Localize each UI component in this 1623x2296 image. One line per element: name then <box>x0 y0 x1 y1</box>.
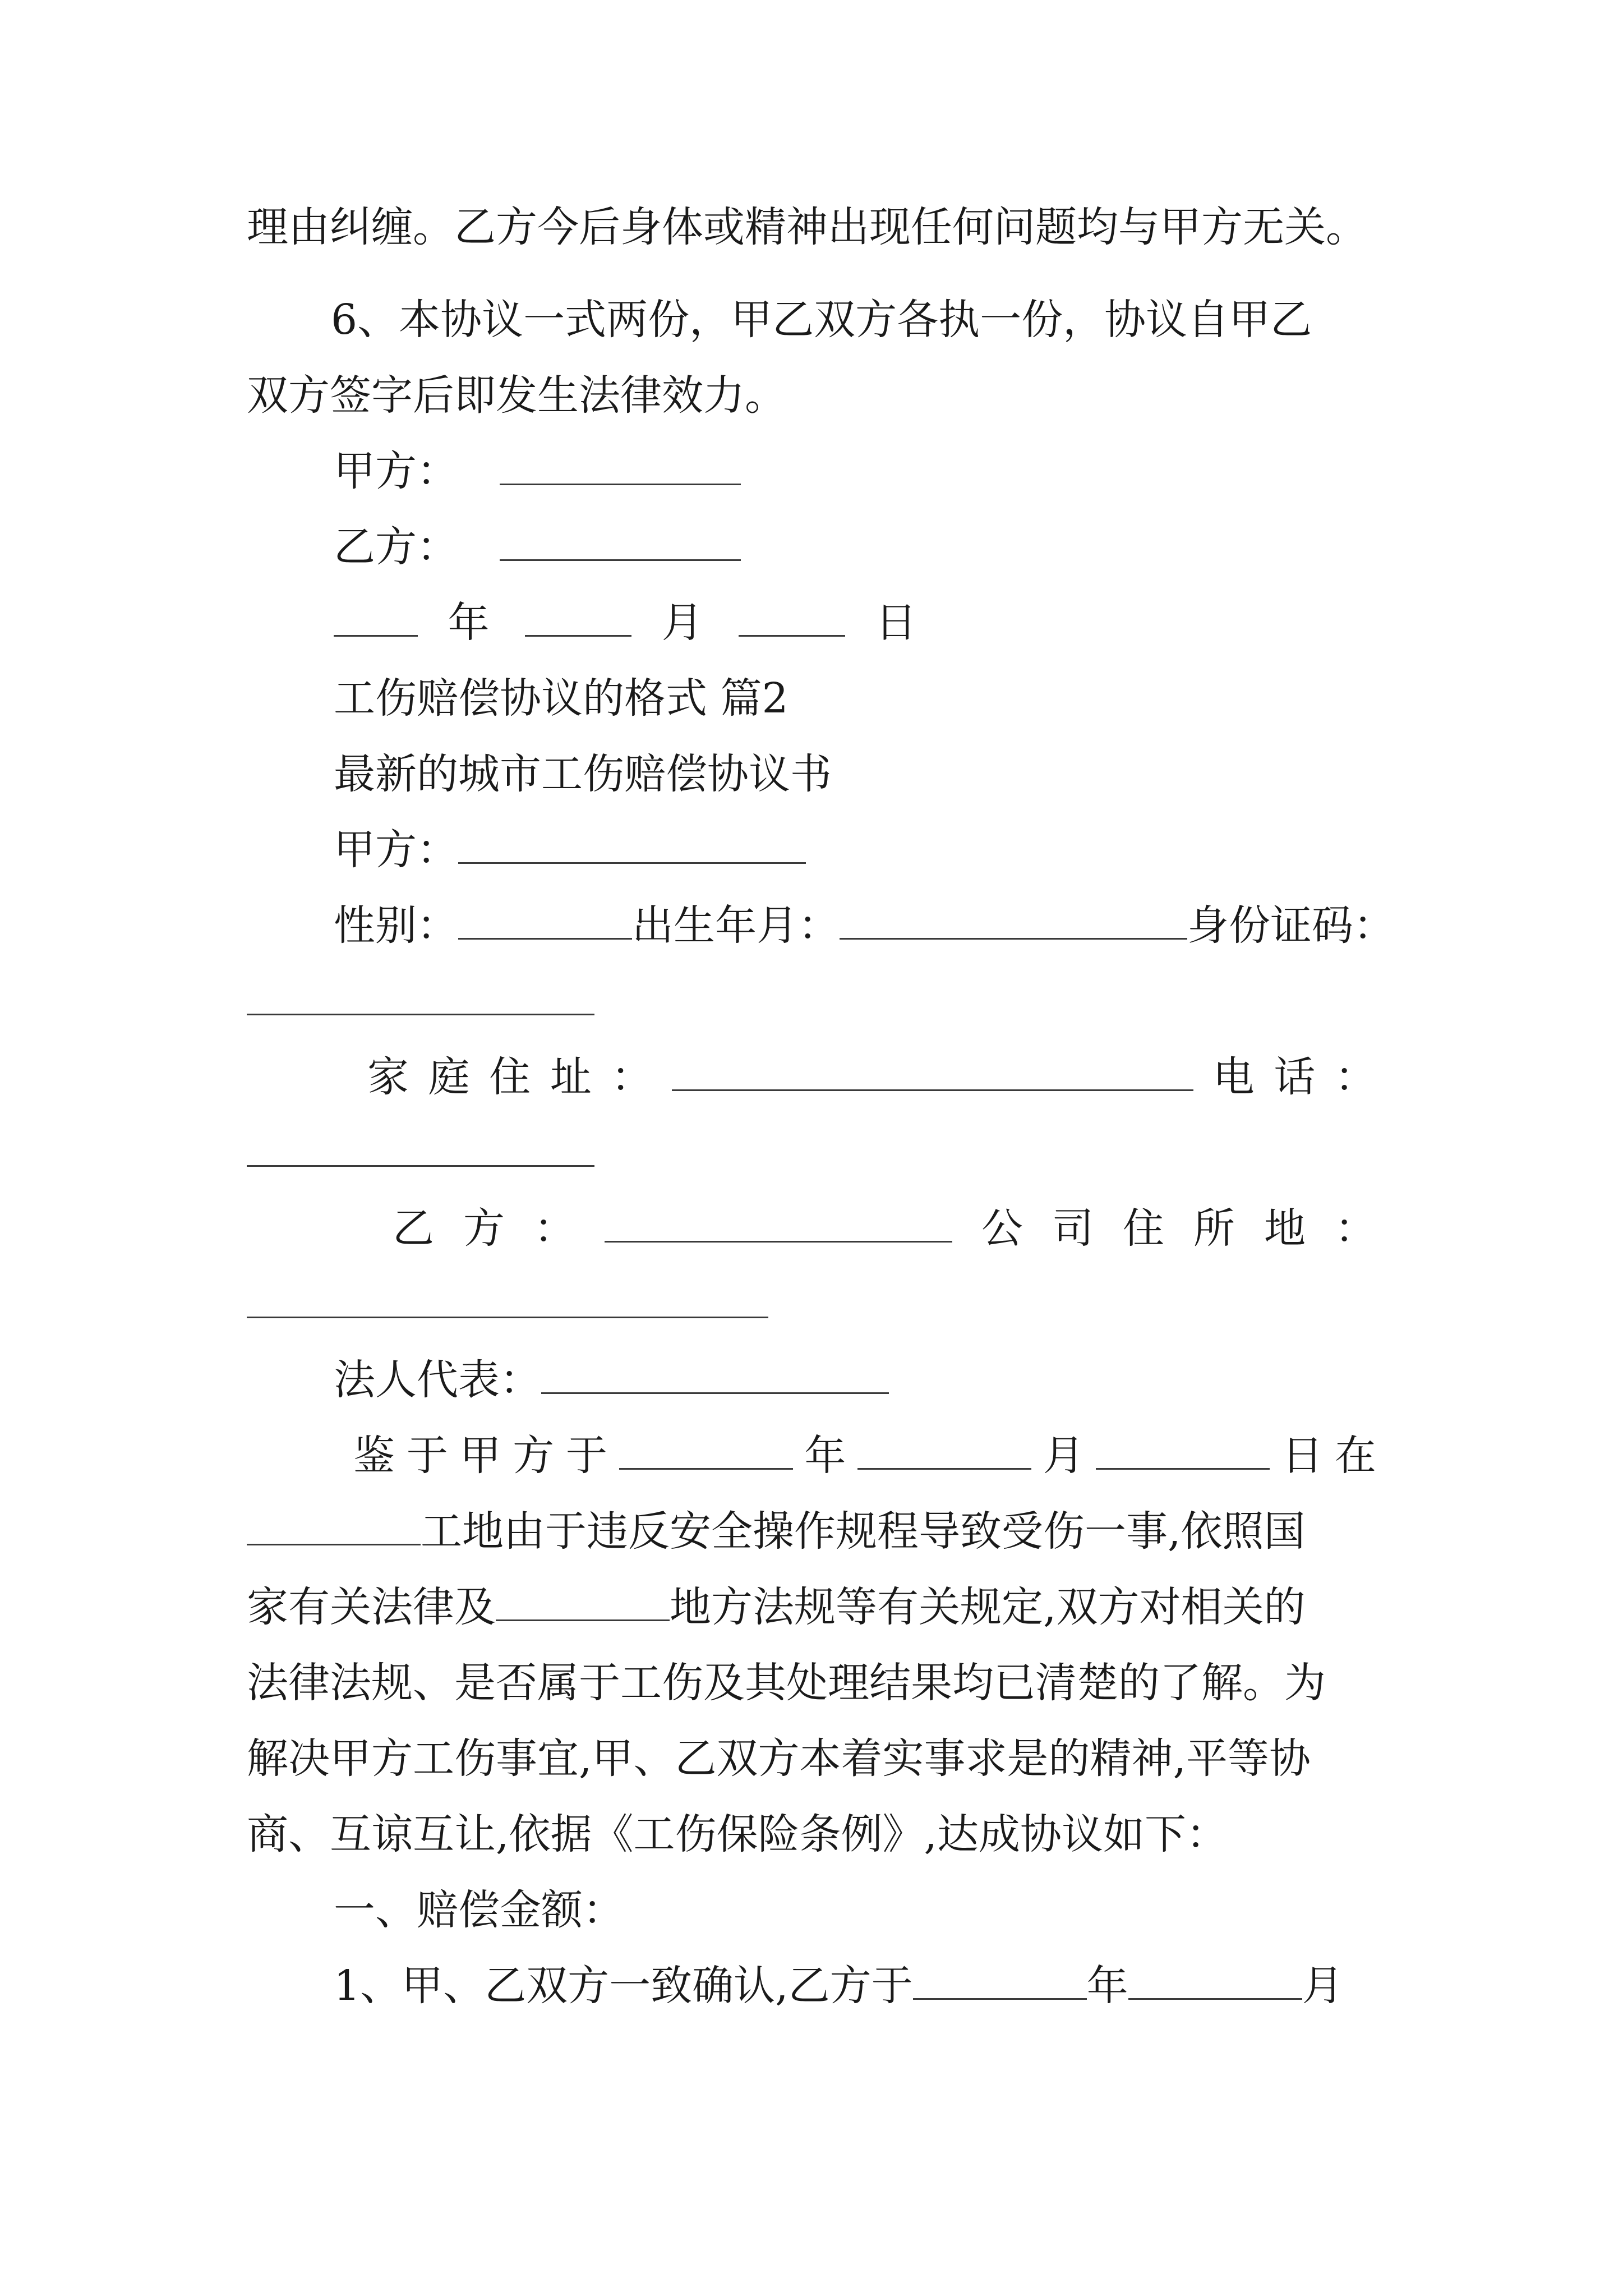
heading-text: 工伤赔偿协议的格式 篇2 <box>334 674 789 723</box>
char: 庭 <box>428 1053 470 1101</box>
phone-blank-line <box>247 1125 1376 1181</box>
char: 方 <box>513 1432 555 1480</box>
char: 话 <box>1274 1053 1316 1101</box>
char: ： <box>534 1204 575 1253</box>
label: 出生年月： <box>632 901 840 950</box>
char: ： <box>611 1053 653 1101</box>
paragraph-line <box>247 1503 1376 1559</box>
paragraph-line <box>247 1806 1376 1862</box>
blank-birth[interactable] <box>840 904 1187 940</box>
blank-month[interactable] <box>857 1434 1031 1470</box>
company-address-blank-line <box>247 1276 1376 1332</box>
blank-legal-rep[interactable] <box>541 1359 889 1394</box>
personal-info-line <box>334 898 1395 954</box>
char: 司 <box>1052 1204 1094 1253</box>
label: 甲方： <box>334 447 458 495</box>
party-b-line <box>393 1200 1376 1257</box>
blank-month[interactable] <box>525 601 631 637</box>
char: ： <box>1335 1053 1376 1101</box>
char: 方 <box>463 1204 505 1253</box>
address-line <box>367 1049 1376 1105</box>
blank-region[interactable] <box>496 1586 670 1621</box>
blank-company-address[interactable] <box>247 1283 768 1318</box>
blank-field[interactable] <box>500 450 741 485</box>
blank-day[interactable] <box>739 601 845 637</box>
label: 乙方： <box>334 523 458 571</box>
char: 所 <box>1193 1204 1235 1253</box>
blank-year[interactable] <box>913 1964 1087 2000</box>
label: 性别： <box>334 901 458 950</box>
blank-gender[interactable] <box>458 904 632 940</box>
text: 法律法规、是否属于工伤及其处理结果均已清楚的了解。为 <box>247 1659 1326 1707</box>
text: 理由纠缠。乙方今后身体或精神出现任何问题均与甲方无关。 <box>247 203 1367 251</box>
label: 月 <box>1043 1432 1085 1480</box>
blank-site[interactable] <box>247 1510 421 1545</box>
char: 日 <box>1281 1432 1324 1480</box>
char: 乙 <box>393 1204 434 1253</box>
text: 地方法规等有关规定,双方对相关的 <box>670 1583 1306 1631</box>
id-blank-line <box>247 973 1376 1029</box>
blank-year[interactable] <box>334 601 418 637</box>
blank-month[interactable] <box>1128 1964 1302 2000</box>
label: 年 <box>1086 1962 1128 2010</box>
char: 地 <box>1264 1204 1306 1253</box>
char: 址 <box>550 1053 592 1101</box>
whereas-line <box>353 1428 1376 1484</box>
date-line <box>334 595 1376 651</box>
section-heading <box>334 670 1376 726</box>
paragraph-line <box>247 1579 1376 1635</box>
label: 月 <box>661 599 703 647</box>
label: 身份证码： <box>1187 901 1395 950</box>
label: 月 <box>1302 1962 1344 2010</box>
text: 商、互谅互让,依据《工伤保险条例》,达成协议如下： <box>247 1810 1228 1858</box>
item-1-line <box>334 1958 1376 2014</box>
clause-6-line <box>331 292 1376 348</box>
char: 于 <box>565 1432 607 1480</box>
char: 甲 <box>459 1432 501 1480</box>
char: 住 <box>489 1053 531 1101</box>
text: 一、赔偿金额： <box>334 1886 624 1934</box>
blank-field[interactable] <box>458 829 806 864</box>
char: 家 <box>367 1053 409 1101</box>
blank-phone[interactable] <box>247 1131 594 1167</box>
blank-day[interactable] <box>1096 1434 1270 1470</box>
char: 住 <box>1123 1204 1164 1253</box>
blank-party-b[interactable] <box>605 1207 952 1243</box>
paragraph-line <box>247 367 1376 424</box>
blank-id-number[interactable] <box>247 980 594 1015</box>
blank-year[interactable] <box>619 1434 793 1470</box>
label: 年 <box>804 1432 846 1480</box>
label: 法人代表： <box>334 1356 541 1404</box>
blank-field[interactable] <box>500 526 741 561</box>
text: 6、本协议一式两份，甲乙双方各执一份，协议自甲乙 <box>331 296 1312 344</box>
paragraph-line <box>247 1655 1376 1711</box>
char: 公 <box>981 1204 1023 1253</box>
label: 日 <box>875 599 917 647</box>
paragraph-line <box>247 199 1376 255</box>
text: 1、甲、乙双方一致确认,乙方于 <box>334 1962 913 2010</box>
char: 鉴 <box>353 1432 395 1480</box>
char: 于 <box>406 1432 448 1480</box>
document-title <box>334 746 1376 802</box>
section-1-heading <box>334 1882 1376 1938</box>
char: ： <box>1335 1204 1376 1253</box>
label: 年 <box>448 599 490 647</box>
legal-rep-line <box>334 1352 1376 1408</box>
title-text: 最新的城市工伤赔偿协议书 <box>334 750 832 798</box>
party-a-line <box>334 822 1376 878</box>
label: 甲方： <box>334 826 458 874</box>
char: 在 <box>1334 1432 1376 1480</box>
party-b-signature-line <box>334 519 1376 575</box>
party-a-signature-line <box>334 443 1376 499</box>
text: 双方签字后即发生法律效力。 <box>247 371 786 420</box>
char: 电 <box>1212 1053 1255 1101</box>
paragraph-line <box>247 1731 1376 1787</box>
text: 解决甲方工伤事宜,甲、乙双方本着实事求是的精神,平等协 <box>247 1734 1311 1783</box>
text: 工地由于违反安全操作规程导致受伤一事,依照国 <box>421 1507 1306 1556</box>
text: 家有关法律及 <box>247 1583 496 1631</box>
blank-address[interactable] <box>672 1056 1193 1091</box>
